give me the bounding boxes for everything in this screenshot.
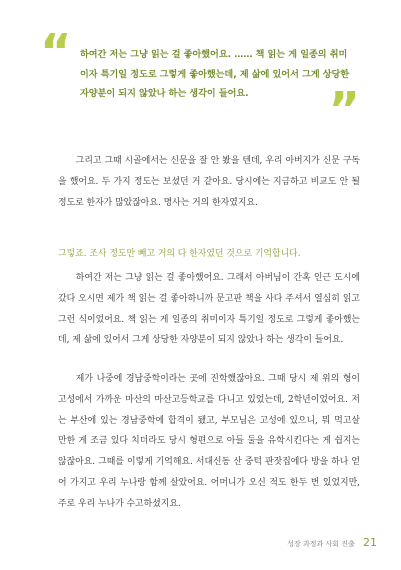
body-paragraph-2: 하여간 저는 그냥 읽는 걸 좋아했어요. 그래서 아버님이 간혹 인근 도시에 갔다 오시면 제가 책 읽는 걸 좋아하니까 문고판 책을 사다 주셔서 열심히 읽고 그런 식이었어요. 책 읽는 게 일종의 취미이자 특기일 정도로 그렇게 좋아했는데, 제 삶에 있어서 그게 상당한 자양분이 되지 않았나 하는 생각이 들어요. bbox=[58, 273, 360, 346]
open-quote-mark-icon: “ bbox=[40, 24, 72, 80]
footer-section-title: 성장 과정과 사회 진출 bbox=[287, 540, 355, 548]
pull-quote-text: 하여간 저는 그냥 읽는 걸 좋아했어요. …… 책 읽는 게 일종의 취미이자 특기일 정도로 그렇게 좋아했는데, 제 삶에 있어서 그게 상당한 자양분이 되지 않았나 하는 생각이 들어요. bbox=[80, 50, 350, 99]
close-quote-mark-icon: ” bbox=[328, 82, 360, 138]
body-paragraph-1: 그리고 그때 시골에서는 신문을 잘 안 봤을 텐데, 우리 아버지가 신문 구독을 했어요. 두 가지 정도는 보셨던 거 같아요. 당시에는 지금하고 비교도 안 될 정도로 한자가 많았잖아요. 명사는 거의 한자였지요. bbox=[58, 156, 360, 208]
page-number: 21 bbox=[363, 536, 377, 549]
interviewer-question: 그렇죠. 조사 정도만 빼고 거의 다 한자였던 것으로 기억합니다. bbox=[58, 249, 301, 259]
page-footer bbox=[287, 536, 377, 549]
body-paragraph-3: 제가 나중에 경남중학이라는 곳에 진학했잖아요. 그때 당시 제 위의 형이 고성에서 가까운 마산의 마산고등학교를 다니고 있었는데, 2학년이었어요. 저는 부산에 있는 경남중학에 합격이 됐고, 부모님은 고성에 있으니, 뭐 먹고살 만한 게 조금 있다 치더라도 당시 형편으로 아들 둘을 유학시킨다는 게 쉽지는 않잖아요. 그때를 이렇게 기억해요. 서대신동 산 중턱 판잣집에다 방을 하나 얻어 가지고 우리 누나랑 함께 살았어요. 어머니가 오신 적도 한두 번 있었지만, 주로 우리 누나가 수고하셨지요. bbox=[58, 374, 360, 509]
pull-quote bbox=[40, 24, 360, 138]
